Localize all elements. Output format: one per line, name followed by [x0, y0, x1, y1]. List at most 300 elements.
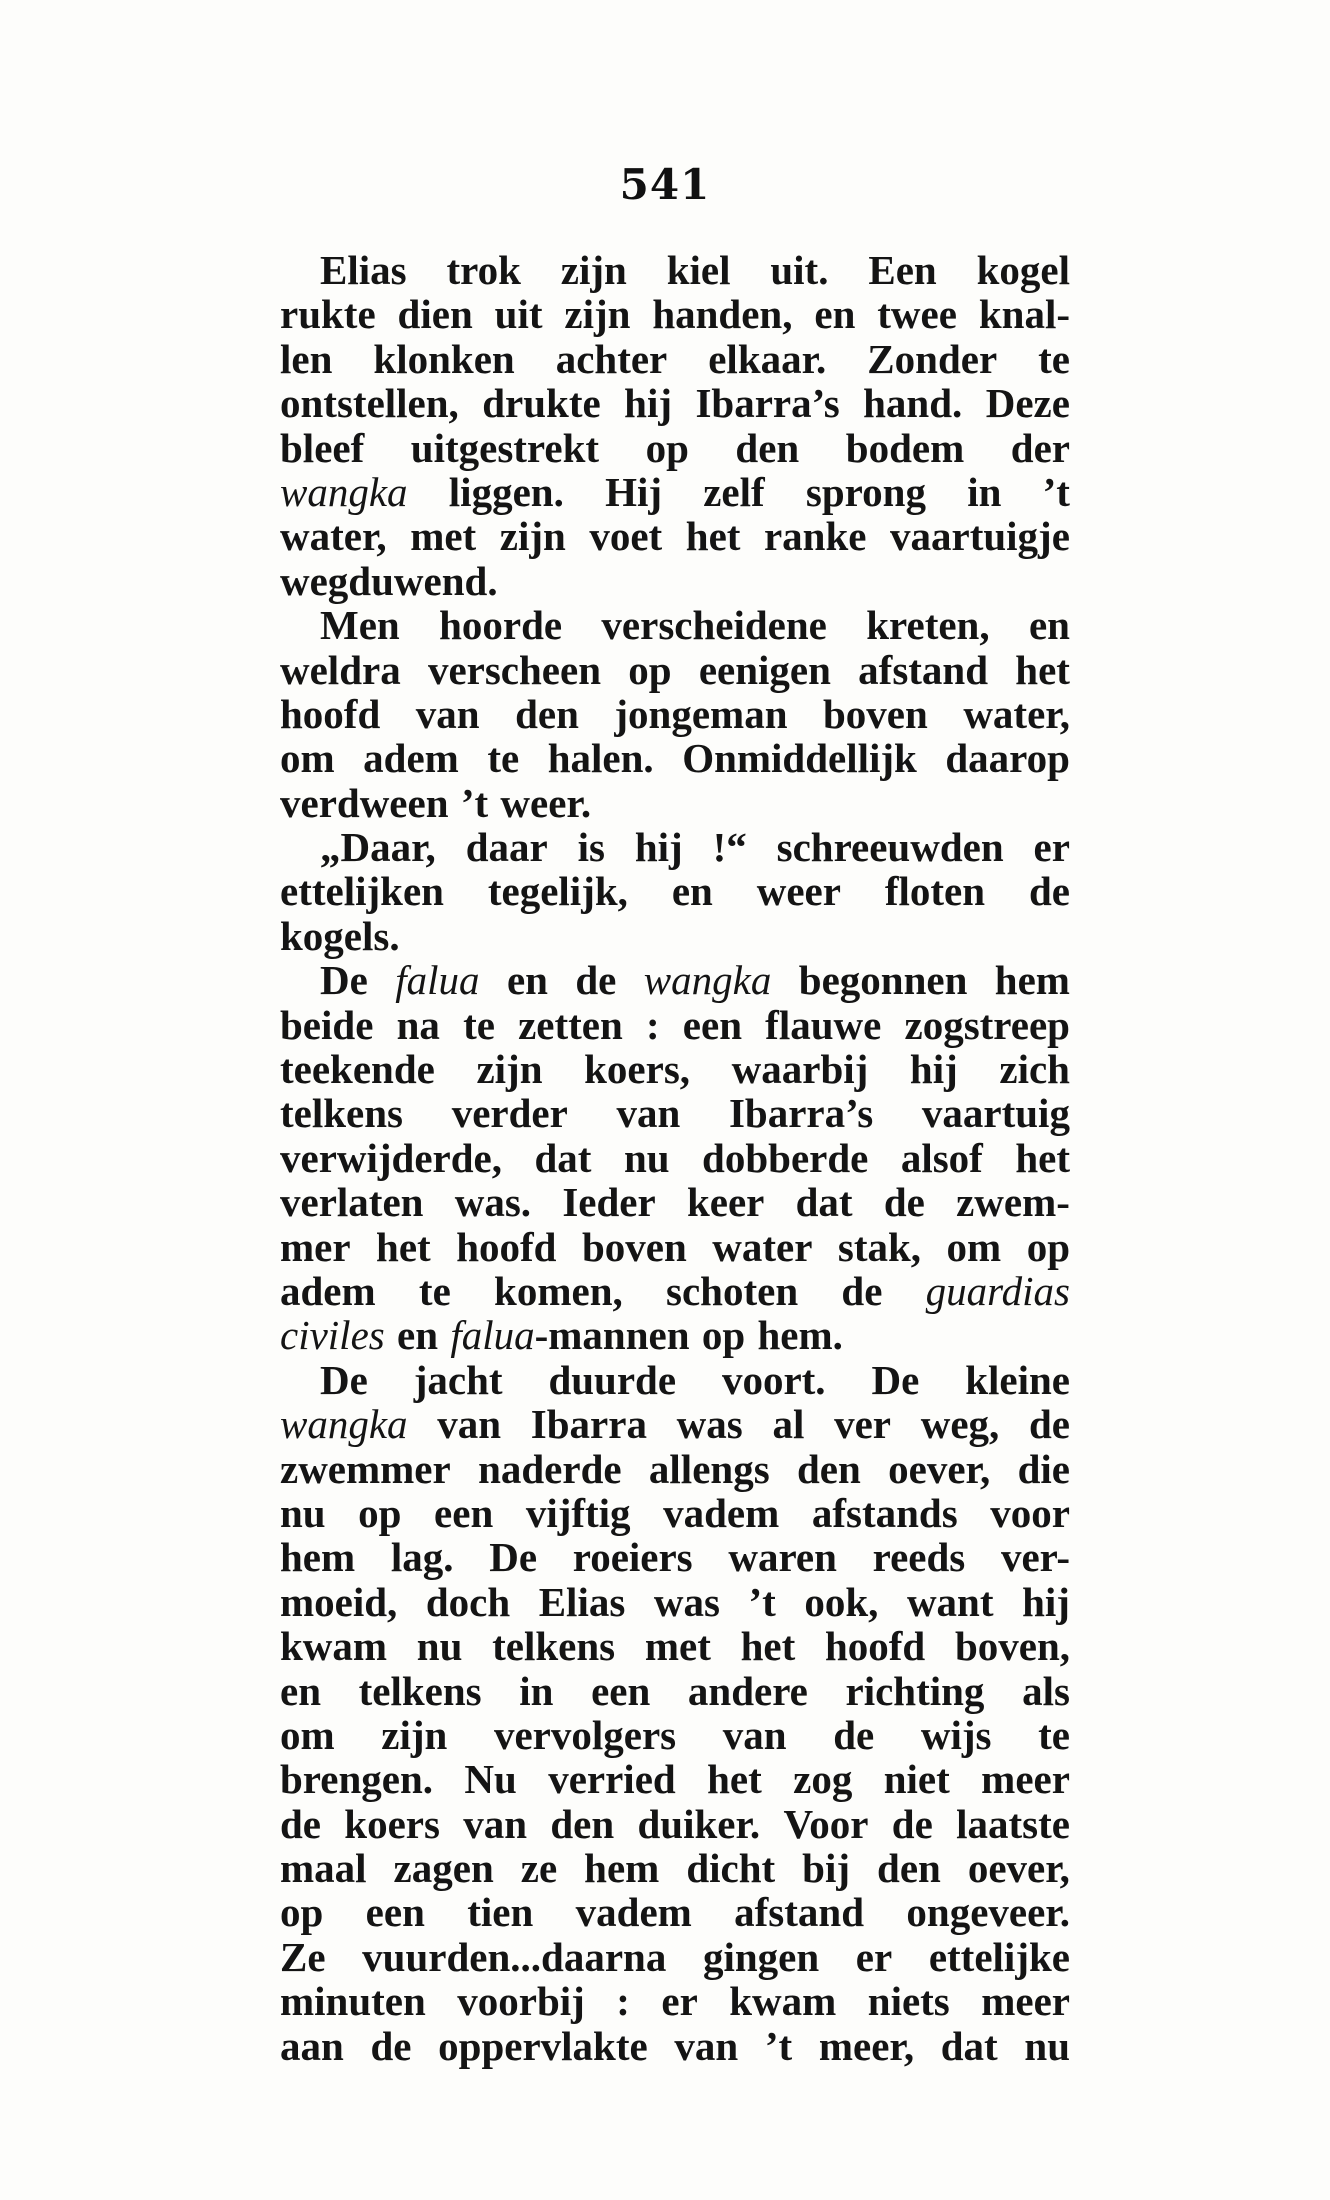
- word: den: [735, 424, 800, 471]
- word: hij: [1022, 1578, 1070, 1625]
- word: meer,: [818, 2022, 915, 2069]
- word: verscheen: [427, 646, 602, 693]
- text-line: [280, 1402, 1070, 1446]
- word: van: [437, 1401, 502, 1448]
- word: hand.: [863, 380, 963, 427]
- text-line: [280, 692, 1070, 736]
- word: zijn: [381, 1711, 448, 1758]
- word: stak,: [837, 1223, 922, 1270]
- word: alsof: [900, 1134, 983, 1181]
- word: moeid,: [280, 1578, 398, 1625]
- word: ver-: [1000, 1534, 1070, 1581]
- word: op: [280, 1889, 324, 1936]
- word: halen.: [547, 735, 654, 782]
- word: ’t: [1042, 468, 1070, 515]
- word: maal: [280, 1845, 367, 1892]
- word: allengs: [648, 1445, 770, 1492]
- word: dat: [534, 1134, 592, 1181]
- text-line: [280, 1757, 1070, 1801]
- word: Men: [320, 602, 400, 649]
- word: op: [701, 1312, 746, 1359]
- word: afstand: [734, 1889, 865, 1936]
- word: van: [616, 1090, 681, 1137]
- word: na: [396, 1001, 440, 1048]
- word: wangka: [280, 1401, 408, 1448]
- word: meer: [981, 1978, 1070, 2025]
- word: een: [434, 1489, 494, 1536]
- word: zelf: [703, 468, 765, 515]
- word: sprong: [805, 468, 926, 515]
- word: klonken: [373, 335, 515, 382]
- word: het: [685, 513, 741, 560]
- word: knal-: [978, 291, 1070, 338]
- word: :: [616, 1978, 630, 2025]
- word: laatste: [956, 1800, 1070, 1847]
- word: om: [280, 1711, 335, 1758]
- word: er: [661, 1978, 698, 2025]
- word: van: [674, 2022, 739, 2069]
- word: de: [1029, 1401, 1070, 1448]
- word: bodem: [845, 424, 965, 471]
- text-line: [280, 1890, 1070, 1934]
- word: eenigen: [698, 646, 831, 693]
- text-line: [280, 1225, 1070, 1269]
- word: Ze: [280, 1933, 326, 1980]
- word: naderde: [478, 1445, 622, 1492]
- word: uit.: [770, 247, 829, 293]
- body-text: [280, 248, 1070, 2068]
- word: in: [967, 468, 1002, 515]
- word: zijn: [499, 513, 566, 560]
- word: de: [833, 1711, 875, 1758]
- word: Onmiddellijk: [682, 735, 917, 782]
- text-line: [280, 958, 1070, 1002]
- text-line: [280, 914, 1070, 958]
- word: zwemmer: [280, 1445, 451, 1492]
- word: niets: [867, 1978, 950, 2025]
- text-line: [280, 825, 1070, 869]
- word: er: [855, 1933, 893, 1980]
- text-line: [280, 1802, 1070, 1846]
- text-line: [280, 381, 1070, 425]
- word: elkaar.: [708, 335, 827, 382]
- word: dien: [397, 291, 473, 338]
- word: De: [489, 1534, 538, 1581]
- word: daarop: [945, 735, 1070, 782]
- word: telkens: [280, 1090, 403, 1137]
- word: Ieder: [562, 1179, 656, 1226]
- word: op: [358, 1489, 402, 1536]
- word: zijn: [564, 291, 631, 338]
- text-line: [280, 337, 1070, 381]
- word: daar: [465, 824, 548, 871]
- word: ongeveer.: [906, 1889, 1070, 1936]
- word: hij: [909, 1046, 958, 1093]
- word: Voor: [783, 1800, 869, 1847]
- word: vervolgers: [493, 1711, 677, 1758]
- word: rukte: [280, 291, 376, 338]
- word: hem: [280, 1534, 356, 1581]
- word: schreeuwden: [776, 824, 1004, 871]
- word: wijs: [920, 1711, 992, 1758]
- word: wegduwend.: [280, 557, 498, 604]
- word: voort.: [721, 1356, 826, 1403]
- text-line: [280, 1846, 1070, 1890]
- word: flauwe: [765, 1001, 882, 1048]
- word: te: [487, 735, 520, 782]
- word: kwam: [729, 1978, 837, 2025]
- word: waarbij: [731, 1046, 869, 1093]
- word: hij: [624, 380, 672, 427]
- word: dobberde: [702, 1134, 869, 1181]
- word: „Daar,: [320, 824, 436, 871]
- text-line: [280, 1269, 1070, 1313]
- word: Een: [868, 247, 937, 293]
- word: te: [1038, 335, 1070, 382]
- word: oever,: [888, 1445, 991, 1492]
- word: schoten: [666, 1267, 799, 1314]
- word: handen,: [652, 291, 793, 338]
- word: Deze: [985, 380, 1070, 427]
- word: den: [550, 1800, 615, 1847]
- text-line: [280, 781, 1070, 825]
- word: en: [814, 291, 856, 338]
- word: ver: [834, 1401, 891, 1448]
- word: te: [418, 1267, 451, 1314]
- word: nu: [623, 1134, 670, 1181]
- word: het: [1015, 646, 1070, 693]
- word: om: [280, 735, 335, 782]
- word: doch: [425, 1578, 511, 1625]
- word: waren: [728, 1534, 837, 1581]
- text-line: [280, 1180, 1070, 1224]
- word: zich: [999, 1046, 1070, 1093]
- word: was: [653, 1578, 720, 1625]
- word: de: [280, 1800, 321, 1847]
- word: op: [645, 424, 689, 471]
- word: meer: [981, 1756, 1070, 1803]
- word: Hij: [605, 468, 662, 515]
- word: is: [577, 824, 605, 871]
- word: De: [871, 1356, 920, 1403]
- word: de: [575, 957, 617, 1004]
- word: water,: [963, 690, 1070, 737]
- text-line: [280, 1935, 1070, 1979]
- text-line: [280, 426, 1070, 470]
- word: ze: [520, 1845, 558, 1892]
- word: vuurden...daarna: [362, 1933, 667, 1980]
- text-line: [280, 1003, 1070, 1047]
- word: zagen: [393, 1845, 494, 1892]
- word: koers: [344, 1800, 440, 1847]
- text-line: [280, 1624, 1070, 1668]
- text-line: [280, 1979, 1070, 2023]
- word: hij: [634, 824, 683, 871]
- word: zogstreep: [904, 1001, 1070, 1048]
- word: hem: [584, 1845, 660, 1892]
- word: De: [320, 957, 368, 1004]
- word: op: [628, 646, 672, 693]
- word: de: [370, 2022, 412, 2069]
- word: ettelijke: [928, 1933, 1070, 1980]
- word: in: [519, 1667, 554, 1714]
- text-line: [280, 514, 1070, 558]
- word: tien: [467, 1889, 534, 1936]
- word: oever,: [967, 1845, 1070, 1892]
- word: telkens: [492, 1623, 616, 1670]
- word: nu: [416, 1623, 463, 1670]
- word: teekende: [280, 1046, 435, 1093]
- word: len: [280, 335, 333, 382]
- word: andere: [687, 1667, 808, 1714]
- word: en: [1028, 602, 1070, 649]
- word: weer.: [500, 779, 592, 826]
- word: twee: [877, 291, 957, 338]
- page-number: 541: [619, 160, 711, 209]
- text-line: [280, 1713, 1070, 1757]
- word: met: [410, 513, 477, 560]
- word: van: [722, 1711, 787, 1758]
- word: :: [645, 1001, 660, 1048]
- word: wangka: [280, 468, 408, 515]
- word: verdween: [280, 779, 449, 826]
- word: trok: [446, 247, 521, 293]
- word: weer: [756, 868, 841, 915]
- text-line: [280, 248, 1070, 292]
- word: te: [463, 1001, 495, 1048]
- word: De: [320, 1356, 368, 1403]
- text-line: [280, 1136, 1070, 1180]
- word: hoofd: [824, 1623, 926, 1670]
- word: was: [676, 1401, 743, 1448]
- text-line: [280, 559, 1070, 603]
- word: begonnen: [798, 957, 968, 1004]
- word: drukte: [482, 380, 601, 427]
- word: hoorde: [439, 602, 563, 649]
- text-line: [280, 1091, 1070, 1135]
- word: uitgestrekt: [410, 424, 600, 471]
- word: was.: [454, 1179, 532, 1226]
- word: kreten,: [866, 602, 990, 649]
- word: !“: [712, 824, 747, 871]
- word: gingen: [702, 1933, 820, 1980]
- word: zijn: [476, 1046, 543, 1093]
- word: ranke: [763, 513, 867, 560]
- word: nu: [1024, 2022, 1070, 2069]
- word: verlaten: [280, 1179, 424, 1226]
- text-line: [280, 648, 1070, 692]
- word: dicht: [686, 1845, 776, 1892]
- word: en: [397, 1312, 439, 1359]
- word: bleef: [280, 424, 365, 471]
- word: ’t: [764, 2022, 793, 2069]
- word: ook,: [804, 1578, 879, 1625]
- word: reeds: [872, 1534, 966, 1581]
- word: en: [506, 957, 548, 1004]
- word: Elias: [538, 1578, 626, 1625]
- word: van: [463, 1800, 528, 1847]
- word: de: [883, 1179, 925, 1226]
- word: civiles: [280, 1312, 385, 1359]
- word: kogel: [976, 247, 1070, 293]
- word: hem.: [757, 1312, 843, 1359]
- word: ontstellen,: [280, 380, 459, 427]
- text-line: [280, 1535, 1070, 1579]
- word: een: [365, 1889, 425, 1936]
- word: afstand: [858, 646, 989, 693]
- word: afstands: [811, 1489, 958, 1536]
- word: Elias: [320, 247, 407, 293]
- word: duurde: [548, 1356, 677, 1403]
- word: water,: [280, 513, 387, 560]
- word: roeiers: [572, 1534, 693, 1581]
- word: brengen.: [280, 1756, 434, 1803]
- word: nu: [280, 1489, 326, 1536]
- word: vadem: [663, 1489, 780, 1536]
- word: liggen.: [448, 468, 564, 515]
- word: verder: [451, 1090, 568, 1137]
- word: vaartuigje: [890, 513, 1070, 560]
- text-line: [280, 1358, 1070, 1402]
- word: keer: [686, 1179, 765, 1226]
- word: verscheidene: [601, 602, 827, 649]
- word: falua: [395, 957, 480, 1004]
- word: achter: [555, 335, 668, 382]
- word: kogels.: [280, 912, 400, 959]
- word: hem: [994, 957, 1070, 1004]
- word: water: [712, 1223, 813, 1270]
- word: ettelijken: [280, 868, 444, 915]
- word: floten: [884, 868, 986, 915]
- word: kiel: [666, 247, 731, 293]
- word: die: [1017, 1445, 1070, 1492]
- word: aan: [280, 2022, 344, 2069]
- word: wangka: [643, 957, 772, 1004]
- word: kleine: [965, 1356, 1070, 1403]
- word: kwam: [280, 1623, 388, 1670]
- word: zwem-: [956, 1179, 1070, 1226]
- text-line: [280, 292, 1070, 336]
- word: voet: [589, 513, 663, 560]
- word: met: [644, 1623, 711, 1670]
- word: Zonder: [867, 335, 998, 382]
- word: om: [946, 1223, 1002, 1270]
- word: den: [515, 690, 579, 737]
- word: weg,: [920, 1401, 1000, 1448]
- word: al: [772, 1401, 805, 1448]
- word: zijn: [560, 247, 627, 293]
- word: den: [797, 1445, 861, 1492]
- text-line: [280, 1491, 1070, 1535]
- word: minuten: [280, 1978, 426, 2025]
- word: beide: [280, 1001, 374, 1048]
- word: jacht: [413, 1356, 503, 1403]
- word: van: [415, 690, 480, 737]
- word: guardias: [925, 1267, 1070, 1314]
- word: dat: [795, 1179, 853, 1226]
- word: het: [1015, 1134, 1070, 1181]
- word: telkens: [358, 1667, 482, 1714]
- word: vijftig: [525, 1489, 631, 1536]
- word: boven: [581, 1223, 687, 1270]
- word: koers,: [584, 1046, 691, 1093]
- word: zog: [793, 1756, 853, 1803]
- word: bij: [802, 1845, 851, 1892]
- text-line: [280, 1447, 1070, 1491]
- word: Nu: [464, 1756, 517, 1803]
- word: duiker.: [637, 1800, 761, 1847]
- word: Ibarra’s: [695, 380, 840, 427]
- word: want: [906, 1578, 994, 1625]
- word: adem: [280, 1267, 376, 1314]
- word: en: [671, 868, 713, 915]
- word: niet: [883, 1756, 950, 1803]
- word: boven,: [954, 1623, 1070, 1670]
- word: vadem: [575, 1889, 692, 1936]
- word: hoofd: [456, 1223, 557, 1270]
- word: tegelijk,: [487, 868, 628, 915]
- word: oppervlakte: [438, 2022, 648, 2069]
- word: mer: [280, 1223, 351, 1270]
- word: ’t: [748, 1578, 776, 1625]
- word: weldra: [280, 646, 401, 693]
- word: op: [1026, 1223, 1070, 1270]
- word: hoofd: [280, 690, 381, 737]
- text-line: [280, 470, 1070, 514]
- word: de: [891, 1800, 933, 1847]
- word: boven: [823, 690, 928, 737]
- word: der: [1010, 424, 1070, 471]
- text-line: [280, 1313, 1070, 1357]
- word: als: [1022, 1667, 1070, 1714]
- word: de: [1028, 868, 1070, 915]
- word: falua-mannen: [450, 1312, 690, 1359]
- word: te: [1038, 1711, 1070, 1758]
- word: er: [1033, 824, 1070, 871]
- word: de: [841, 1267, 883, 1314]
- word: het: [376, 1223, 431, 1270]
- text-line: [280, 603, 1070, 647]
- word: uit: [494, 291, 543, 338]
- word: adem: [363, 735, 459, 782]
- word: den: [877, 1845, 941, 1892]
- text-line: [280, 1580, 1070, 1624]
- text-line: [280, 1047, 1070, 1091]
- text-line: [280, 869, 1070, 913]
- word: komen,: [494, 1267, 623, 1314]
- word: Ibarra: [530, 1401, 647, 1448]
- word: dat: [940, 2022, 998, 2069]
- word: het: [740, 1623, 796, 1670]
- word: voorbij: [457, 1978, 585, 2025]
- text-line: [280, 2024, 1070, 2068]
- word: een: [591, 1667, 651, 1714]
- word: en: [280, 1667, 321, 1714]
- text-line: [280, 1669, 1070, 1713]
- text-line: [280, 736, 1070, 780]
- word: lag.: [390, 1534, 454, 1581]
- word: Ibarra’s: [728, 1090, 874, 1137]
- word: vaartuig: [921, 1090, 1070, 1137]
- word: jongeman: [614, 690, 788, 737]
- word: verwijderde,: [280, 1134, 502, 1181]
- word: voor: [990, 1489, 1070, 1536]
- word: een: [682, 1001, 742, 1048]
- word: het: [707, 1756, 762, 1803]
- word: zetten: [518, 1001, 623, 1048]
- word: richting: [845, 1667, 985, 1714]
- word: verried: [548, 1756, 676, 1803]
